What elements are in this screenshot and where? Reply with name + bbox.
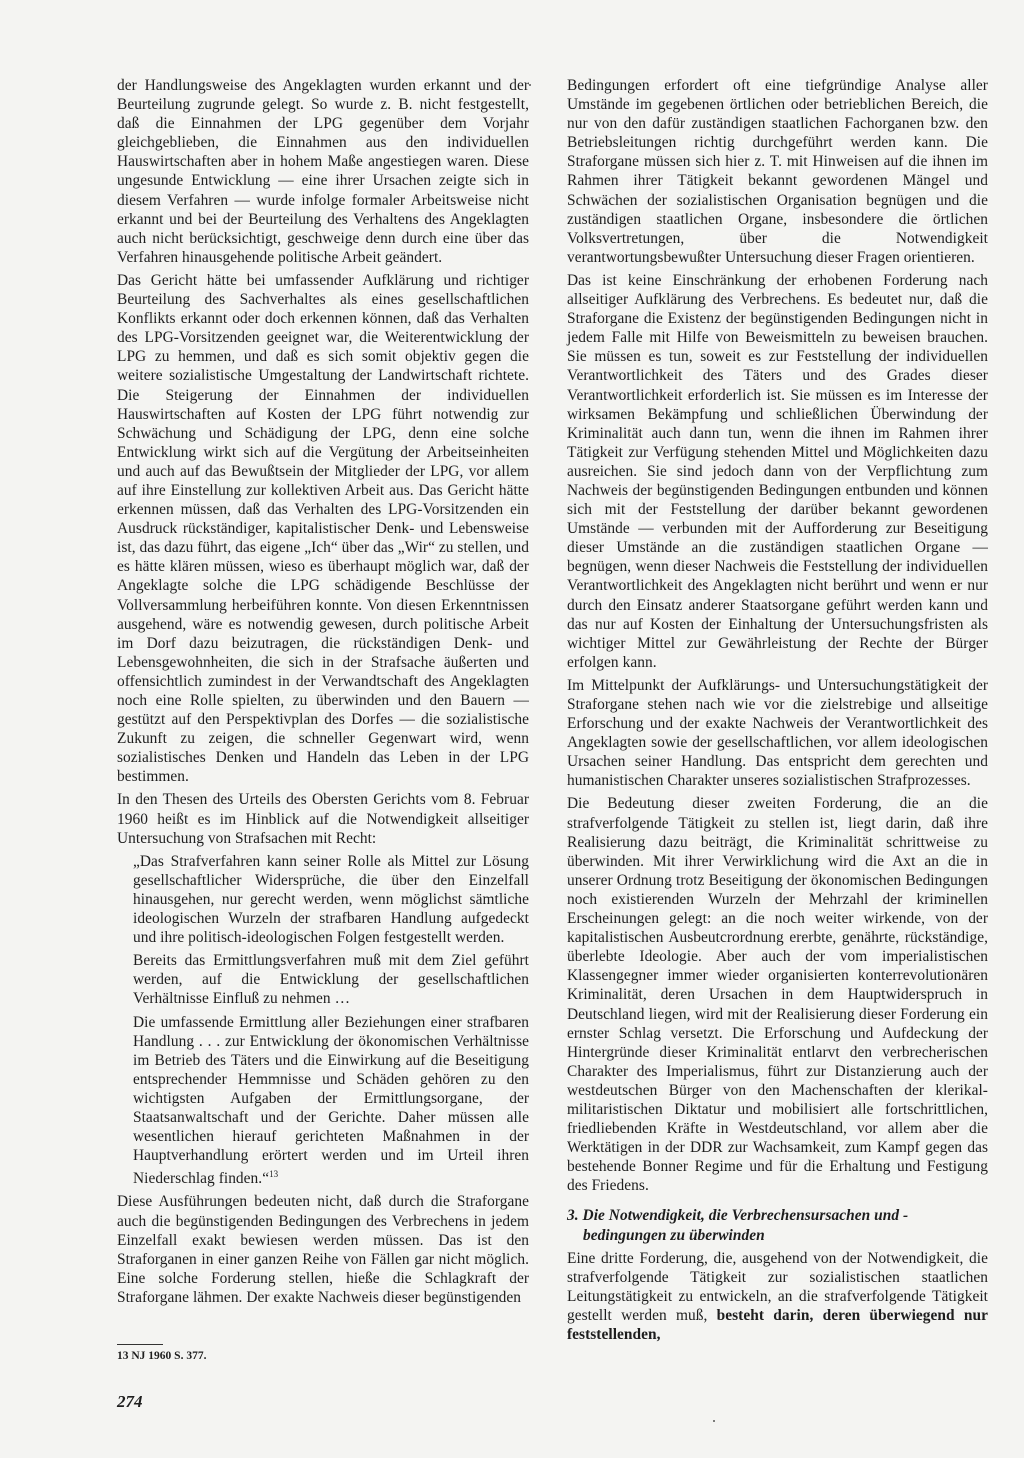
quote-paragraph: „Das Strafverfahren kann seiner Rolle als Mittel zur Lösung gesellschaftlicher Widersprüche, die über den Einzelfall hinausgehen, nur gerecht werden, wenn möglichst sämtliche ideologischen Wurzeln der strafbaren Handlung aufgedeckt und ihre politisch-ideologischen Folgen festgestellt werden. [133,852,529,947]
paragraph: Bedingungen erfordert oft eine tiefgründige Analyse aller Umstände im gegebenen örtlichen oder betrieblichen Bereich, die nur von den dafür zuständigen staatlichen Fachorganen bzw. den Betriebsleitungen richtig durchgeführt werden kann. Die Straforgane müssen sich hier z. T. mit Hinweisen auf die ihnen im Rahmen ihrer Tätigkeit bekannt gewordenen Mängel und Schwächen der sozialistischen Organisation begnügen und die zuständigen staatlichen Organe, insbesondere die örtlichen Volksvertretungen, über die Notwendigkeit verantwortungsbewußter Untersuchung dieser Fragen orientieren. [567,77,988,266]
footnote-reference: 13 [269,1169,279,1180]
print-speck [529,84,531,86]
quote-paragraph: Bereits das Ermittlungsverfahren muß mit dem Ziel geführt werden, auf die Entwicklung der gesellschaftlichen Verhältnisse Einfluß zu nehmen … [133,952,529,1008]
paragraph: Die Bedeutung dieser zweiten Forderung, die an die strafverfolgende Tätigkeit zu stellen ist, liegt darin, daß ihre Realisierung dazu beiträgt, die Kriminalität schrittweise zu überwinden. Mit ihrer Verwirklichung wird die Axt an die in unserer Ordnung trotz Beseitigung der ökonomischen Bedingungen noch existierenden Wurzeln der Mehrzahl der kriminellen Erscheinungen gelegt: an die noch weiter wirkende, von der kapitalistischen Ausbeutcrordnung ererbte, genährte, rückständige, überlebte Ideologie. Aber auch der vom imperialistischen Klassengegner immer wieder organisierten konterrevolutionären Kriminalität, deren Ursachen in dem Hauptwiderspruch in Deutschland liegen, wird mit der Realisierung dieser Forderung ein ernster Schlag versetzt. Die Erforschung und Aufdeckung der Hintergründe dieser Kriminalität entlarvt den verbrecherischen Charakter des Imperialismus, führt zur Distanzierung auch der westdeutschen Bürger von den Machenschaften der klerikal-militaristischen Diktatur und mobilisiert alle fortschrittlichen, friedliebenden Kräfte in Westdeutschland, vor allem aber die Werktätigen in der DDR zur Wachsamkeit, zum Kampf gegen das bestehende Bonner Regime und für die Erhaltung und Festigung des Friedens. [567,795,988,1195]
paragraph [567,1249,988,1344]
left-text-column [117,76,529,1307]
paragraph: Das Gericht hätte bei umfassender Aufklärung und richtiger Beurteilung des Sachverhaltes als eines gesellschaftlichen Konflikts erkannt oder doch erkennen können, daß das Verhalten des LPG-Vorsitzenden geeignet war, die Weiterentwicklung der LPG zu hemmen, und daß es sich somit objektiv gegen die weitere sozialistische Umgestaltung der Landwirtschaft richtete. Die Steigerung der Einnahmen der individuellen Hauswirtschaften auf Kosten der LPG führt notwendig zur Schwächung und Schädigung der LPG, denn eine solche Entwicklung wirkt sich auf die Vergütung der Arbeitseinheiten und auch auf das Bewußtsein der Mitglieder der LPG, vor allem auf ihre Einstellung zur kollektiven Arbeit aus. Das Gericht hätte erkennen müssen, daß das Verhalten des LPG-Vorsitzenden ein Ausdruck rückständiger, kapitalistischer Denk- und Lebensweise ist, das dazu führt, das eigene „Ich“ über das „Wir“ zu stellen, und es hätte klären müssen, wieso es überhaupt möglich war, daß der Angeklagte solche die LPG schädigende Beschlüsse der Vollversammlung herbeiführen konnte. Von diesen Erkenntnissen ausgehend, wäre es notwendig gewesen, durch politische Arbeit im Dorf dazu beizutragen, die rückständigen Denk- und Lebensgewohnheiten, die sich in der Strafsache äußerten und offensichtlich zumindest in der Verwandtschaft des Angeklagten noch eine Rolle spielten, zu überwinden und den Bauern — gestützt auf den Perspektivplan des Dorfes — die sozialistische Zukunft zu zeigen, die schneller Gegenwart wird, wenn sozialistisches Denken und Handeln das Leben in der LPG bestimmen. [117,271,529,786]
footnote: 13 NJ 1960 S. 377. [117,1350,207,1362]
quote-paragraph [133,1013,529,1189]
right-text-column [567,76,988,1344]
paragraph: Das ist keine Einschränkung der erhobenen Forderung nach allseitiger Aufklärung des Verbrechens. Es bedeutet nur, daß die Straforgane die Existenz der begünstigenden Bedingungen nicht in jedem Falle mit Hilfe von Beweismitteln zu beweisen brauchen. Sie müssen es tun, soweit es zur Feststellung der individuellen Verantwortlichkeit des Täters und des Grades dieser Verantwortlichkeit erforderlich ist. Sie müssen es im Interesse der wirksamen Bekämpfung und schließlichen Überwindung der Kriminalität auch dann tun, wenn die ihnen im Rahmen ihrer Tätigkeit zur Verfügung stehenden Mittel und Möglichkeiten dazu ausreichen. Sie sind jedoch dann von der Verpflichtung zum Nachweis der begünstigenden Bedingungen entbunden und können sich mit der Feststellung der darüber bekannt gewordenen Umstände — verbunden mit der Aufforderung zur Beseitigung dieser Umstände an die zuständigen staatlichen Organe — begnügen, wenn dieser Nachweis die Feststellung der individuellen Verantwortlichkeit des Angeklagten nicht berührt und wenn er nur durch den Einsatz anderer Staatsorgane geführt werden kann und das nur auf Kosten der Einhaltung der Untersuchungsfristen als wichtiger Mittel zur Gewährleistung der Rechte der Bürger erfolgen kann. [567,271,988,671]
quote-text: Die umfassende Ermittlung aller Beziehungen einer strafbaren Handlung . . . zur Entwicklung der ökonomischen Verhältnisse im Betrieb des Täters und die Einwirkung auf die Beseitigung entsprechender Hemmnisse und Schäden gehören zu den wichtigsten Aufgaben der Ermittlungsorgane, der Staatsanwaltschaft und der Gerichte. Daher müssen alle wesentlichen hierauf gerichteten Maßnahmen in der Hauptverhandlung erörtert werden und im Urteil ihren Niederschlag finden.“ [133,1013,529,1188]
print-speck [713,1420,715,1422]
bold-phrase: besteht darin, deren überwiegend nur feststellenden, [567,1306,988,1343]
page-number: 274 [117,1392,143,1411]
paragraph: Diese Ausführungen bedeuten nicht, daß durch die Straforgane auch die begünstigenden Bedingungen des Verbrechens in jedem Einzelfall exakt bewiesen werden müssen. Das ist den Straforganen in einer ganzen Reihe von Fällen gar nicht möglich. Eine solche Forderung stellen, hieße die Schlagkraft der Straforgane lähmen. Der exakte Nachweis dieser begünstigenden [117,1193,529,1306]
footnote-divider [117,1344,163,1345]
paragraph: der Handlungsweise des Angeklagten wurden erkannt und der Beurteilung zugrunde gelegt. So wurde z. B. nicht festgestellt, daß die Einnahmen der LPG gegenüber dem Vorjahr gleichgeblieben, die Einnahmen aus den individuellen Hauswirtschaften aber in hohem Maße angestiegen waren. Diese ungesunde Entwicklung — eine ihrer Ursachen zeigte sich in diesem Verfahren — wurde infolge formaler Arbeitsweise nicht erkannt und bei der Beurteilung des Verhaltens des Angeklagten auch nicht berücksichtigt, geschweige denn durch eine über das Verfahren hinausgehende politische Arbeit geändert. [117,77,529,266]
paragraph: Im Mittelpunkt der Aufklärungs- und Untersuchungstätigkeit der Straforgane stehen nach wie vor die zielstrebige und allseitige Erforschung und der exakte Nachweis der Verantwortlichkeit des Angeklagten sowie der gesellschaftlichen, vor allem ideologischen Ursachen seiner Handlung. Das entspricht dem gerechten und humanistischen Charakter unseres sozialistischen Strafprozesses. [567,676,988,790]
paragraph: In den Thesen des Urteils des Obersten Gerichts vom 8. Februar 1960 heißt es im Hinblick auf die Notwendigkeit allseitiger Untersuchung von Strafsachen mit Recht: [117,791,529,847]
paragraph-text: Eine dritte Forderung, die, ausgehend von der Notwendigkeit, die strafverfolgende Tätigkeit zur sozialistischen staatlichen Leitungstätigkeit zu entwickeln, an die strafverfolgende Tätigkeit gestellt werden muß, [567,1249,988,1324]
section-heading: 3. Die Notwendigkeit, die Verbrechensursachen und -bedingungen zu überwinden [567,1207,909,1244]
